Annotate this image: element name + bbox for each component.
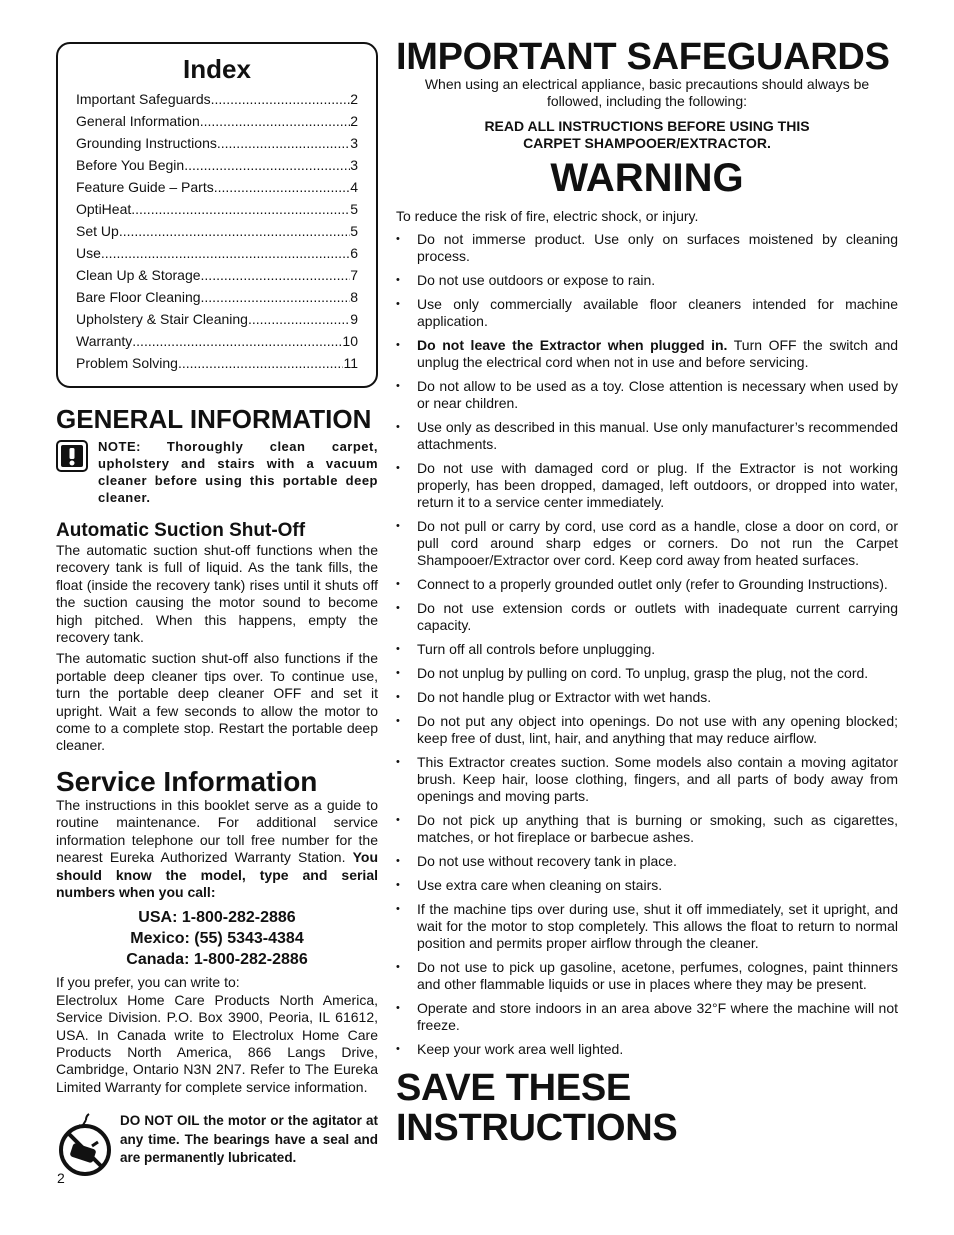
index-label: Use bbox=[76, 245, 101, 261]
index-page: 8 bbox=[350, 289, 358, 305]
safeguard-item: • Keep your work area well lighted. bbox=[396, 1041, 898, 1058]
safeguard-item: • Use extra care when cleaning on stairs. bbox=[396, 877, 898, 894]
index-label: Grounding Instructions bbox=[76, 135, 217, 151]
note-block bbox=[56, 438, 378, 506]
index-row bbox=[76, 264, 358, 286]
index-page: 4 bbox=[350, 179, 358, 195]
index-page: 6 bbox=[350, 245, 358, 261]
index-label: Before You Begin bbox=[76, 157, 185, 173]
index-list bbox=[76, 88, 358, 374]
safeguard-item: • Use only as described in this manual. Use only manufacturer’s recommended attachments. bbox=[396, 419, 898, 453]
warning-title: WARNING bbox=[550, 156, 744, 200]
oil-warning-text: DO NOT OIL the motor or the agitator at any time. The bearings have a seal and are permanently lubricated. bbox=[120, 1113, 378, 1166]
safeguard-item: • Do not unplug by pulling on cord. To unplug, grasp the plug, not the cord. bbox=[396, 665, 898, 682]
index-label: Clean Up & Storage bbox=[76, 267, 201, 283]
safeguards-list bbox=[396, 231, 898, 1058]
oil-warning-block bbox=[56, 1112, 378, 1176]
index-leader-dots bbox=[119, 220, 350, 242]
safeguard-item: • Do not put any object into openings. Do not use with any opening blocked; keep free of dust, lint, hair, and anything that may reduce airflow. bbox=[396, 713, 898, 747]
index-row bbox=[76, 198, 358, 220]
index-page: 9 bbox=[350, 311, 358, 327]
index-page: 2 bbox=[350, 91, 358, 107]
index-row bbox=[76, 308, 358, 330]
safeguard-bold-rest: Turn OFF the switch and unplug the electrical cord when not in use and before servicing. bbox=[417, 337, 899, 370]
index-leader-dots bbox=[132, 330, 342, 352]
safeguard-item: • Do not pick up anything that is burning or smoking, such as cigarettes, matches, or hot fireplace or barbecue ashes. bbox=[396, 812, 898, 846]
index-leader-dots bbox=[201, 264, 351, 286]
automatic-suction-heading: Automatic Suction Shut-Off bbox=[56, 520, 306, 541]
safeguard-item: • Connect to a properly grounded outlet only (refer to Grounding Instructions). bbox=[396, 576, 898, 593]
left-column bbox=[56, 42, 378, 1176]
service-bold-text: You should know the model, type and serial numbers when you call: bbox=[56, 849, 379, 900]
phone-numbers bbox=[56, 907, 378, 970]
safeguard-item: • Turn off all controls before unplugging. bbox=[396, 641, 898, 658]
index-label: Bare Floor Cleaning bbox=[76, 289, 201, 305]
note-label: NOTE: bbox=[98, 439, 141, 454]
index-label: Warranty bbox=[76, 333, 133, 349]
index-page: 11 bbox=[343, 355, 358, 371]
phone-usa: USA: 1-800-282-2886 bbox=[138, 909, 296, 927]
note-text bbox=[98, 438, 378, 506]
index-row bbox=[76, 286, 358, 308]
save-instructions-title: SAVE THESE INSTRUCTIONS bbox=[396, 1067, 678, 1149]
index-row bbox=[76, 330, 358, 352]
index-page: 10 bbox=[342, 333, 358, 349]
index-label: Important Safeguards bbox=[76, 91, 211, 107]
safeguard-item: • Do not allow to be used as a toy. Close attention is necessary when used by or near children. bbox=[396, 378, 898, 412]
safeguard-item: • Do not immerse product. Use only on surfaces moistened by cleaning process. bbox=[396, 231, 898, 265]
safeguard-item: • Do not use outdoors or expose to rain. bbox=[396, 272, 898, 289]
safeguard-item: • Do not pull or carry by cord, use cord as a handle, close a door on cord, or pull cord around sharp edges or corners. Do not run the Carpet Shampooer/Extractor over cord. Keep cord away from heated surfaces. bbox=[396, 518, 898, 569]
index-leader-dots bbox=[217, 132, 350, 154]
index-row bbox=[76, 132, 358, 154]
index-leader-dots bbox=[131, 198, 350, 220]
safeguard-item: • Do not use with damaged cord or plug. If the Extractor is not working properly, has been dropped, damaged, left outdoors, or dropped into water, return it to a service center immediately. bbox=[396, 460, 898, 511]
general-information-heading: GENERAL INFORMATION bbox=[56, 404, 372, 434]
read-line-1: READ ALL INSTRUCTIONS BEFORE USING THIS bbox=[484, 118, 810, 134]
index-leader-dots bbox=[211, 88, 351, 110]
important-safeguards-title: IMPORTANT SAFEGUARDS bbox=[396, 36, 890, 78]
index-page: 3 bbox=[350, 157, 358, 173]
safeguard-item: • Use only commercially available floor cleaners intended for machine application. bbox=[396, 296, 898, 330]
index-leader-dots bbox=[200, 110, 350, 132]
service-information-heading: Service Information bbox=[56, 765, 318, 797]
index-page: 5 bbox=[350, 223, 358, 239]
index-label: OptiHeat bbox=[76, 201, 132, 217]
index-label: Set Up bbox=[76, 223, 119, 239]
index-leader-dots bbox=[248, 308, 350, 330]
index-leader-dots bbox=[178, 352, 344, 374]
index-row bbox=[76, 88, 358, 110]
index-label: Problem Solving bbox=[76, 355, 178, 371]
index-leader-dots bbox=[214, 176, 350, 198]
index-label: Upholstery & Stair Cleaning bbox=[76, 311, 248, 327]
index-row bbox=[76, 242, 358, 264]
index-leader-dots bbox=[101, 242, 350, 264]
safeguard-item: • Do not handle plug or Extractor with wet hands. bbox=[396, 689, 898, 706]
suction-paragraph-1: The automatic suction shut-off functions when the recovery tank is full of liquid. As the tank fills, the float (inside the recovery tank) rises until it shuts off the suction causing the motor sound to become high pitched. When this happens, empty the recovery tank. bbox=[56, 542, 378, 646]
safeguard-item: • Do not use extension cords or outlets with inadequate current carrying capacity. bbox=[396, 600, 898, 634]
index-row bbox=[76, 220, 358, 242]
index-label: Feature Guide – Parts bbox=[76, 179, 214, 195]
index-leader-dots bbox=[184, 154, 350, 176]
index-row bbox=[76, 176, 358, 198]
service-address: Electrolux Home Care Products North America, Service Division. P.O. Box 3900, Peoria, IL 61612, USA. In Canada write to Electrolux Home Care Products North America, 866 Langs Drive, Cambridge, Ontario N3N 2N7. Refer to The Eureka Limited Warranty for complete service information. bbox=[56, 991, 378, 1095]
service-paragraph bbox=[56, 797, 378, 901]
index-row bbox=[76, 352, 358, 374]
safeguard-item: • Do not use without recovery tank in place. bbox=[396, 853, 898, 870]
safeguard-item: • Do not use to pick up gasoline, acetone, perfumes, colognes, paint thinners and other flammable liquids or use in places where they may be present. bbox=[396, 959, 898, 993]
warning-exclamation-icon bbox=[56, 440, 88, 472]
service-text: The instructions in this booklet serve as a guide to routine maintenance. For additional service information telephone our toll free number for the nearest Eureka Authorized Warranty Station. bbox=[56, 796, 378, 866]
safeguard-item: • If the machine tips over during use, shut it off immediately, set it upright, and wait for the motor to stop completely. This allows the float to return to normal position and permits proper airflow through the cleaner. bbox=[396, 901, 898, 952]
index-row bbox=[76, 110, 358, 132]
index-page: 7 bbox=[350, 267, 358, 283]
safeguard-item bbox=[396, 337, 898, 371]
safeguard-item: • This Extractor creates suction. Some models also contain a moving agitator brush. Keep hair, loose clothing, fingers, and all parts of body away from openings and moving parts. bbox=[396, 754, 898, 805]
no-oil-icon bbox=[56, 1112, 114, 1176]
index-page: 2 bbox=[350, 113, 358, 129]
suction-paragraph-2: The automatic suction shut-off also functions if the portable deep cleaner tips over. To continue use, turn the portable deep cleaner OFF and set it upright. Wait a few seconds to allow the motor to come to a complete stop. Restart the portable deep cleaner. bbox=[56, 650, 378, 754]
index-leader-dots bbox=[201, 286, 351, 308]
index-label: General Information bbox=[76, 113, 200, 129]
index-title: Index bbox=[183, 54, 251, 84]
phone-mexico: Mexico: (55) 5343-4384 bbox=[130, 930, 304, 948]
read-instructions bbox=[396, 118, 898, 152]
write-intro: If you prefer, you can write to: bbox=[56, 974, 240, 991]
safeguards-intro: When using an electrical appliance, basic precautions should always be followed, including the following: bbox=[424, 76, 870, 109]
note-body: Thoroughly clean carpet, upholstery and stairs with a vacuum cleaner before using this portable deep cleaner. bbox=[98, 439, 378, 505]
phone-canada: Canada: 1-800-282-2886 bbox=[126, 951, 308, 969]
page-number: 2 bbox=[57, 1170, 65, 1186]
safeguard-bold-lead: Do not leave the Extractor when plugged in. bbox=[417, 337, 728, 353]
index-row bbox=[76, 154, 358, 176]
safeguard-item: • Operate and store indoors in an area above 32°F where the machine will not freeze. bbox=[396, 1000, 898, 1034]
index-page: 3 bbox=[350, 135, 358, 151]
right-column bbox=[396, 38, 898, 1148]
index-page: 5 bbox=[350, 201, 358, 217]
reduce-risk-text: To reduce the risk of fire, electric shock, or injury. bbox=[396, 208, 699, 224]
read-line-2: CARPET SHAMPOOER/EXTRACTOR. bbox=[523, 135, 771, 151]
index-box bbox=[56, 42, 378, 388]
